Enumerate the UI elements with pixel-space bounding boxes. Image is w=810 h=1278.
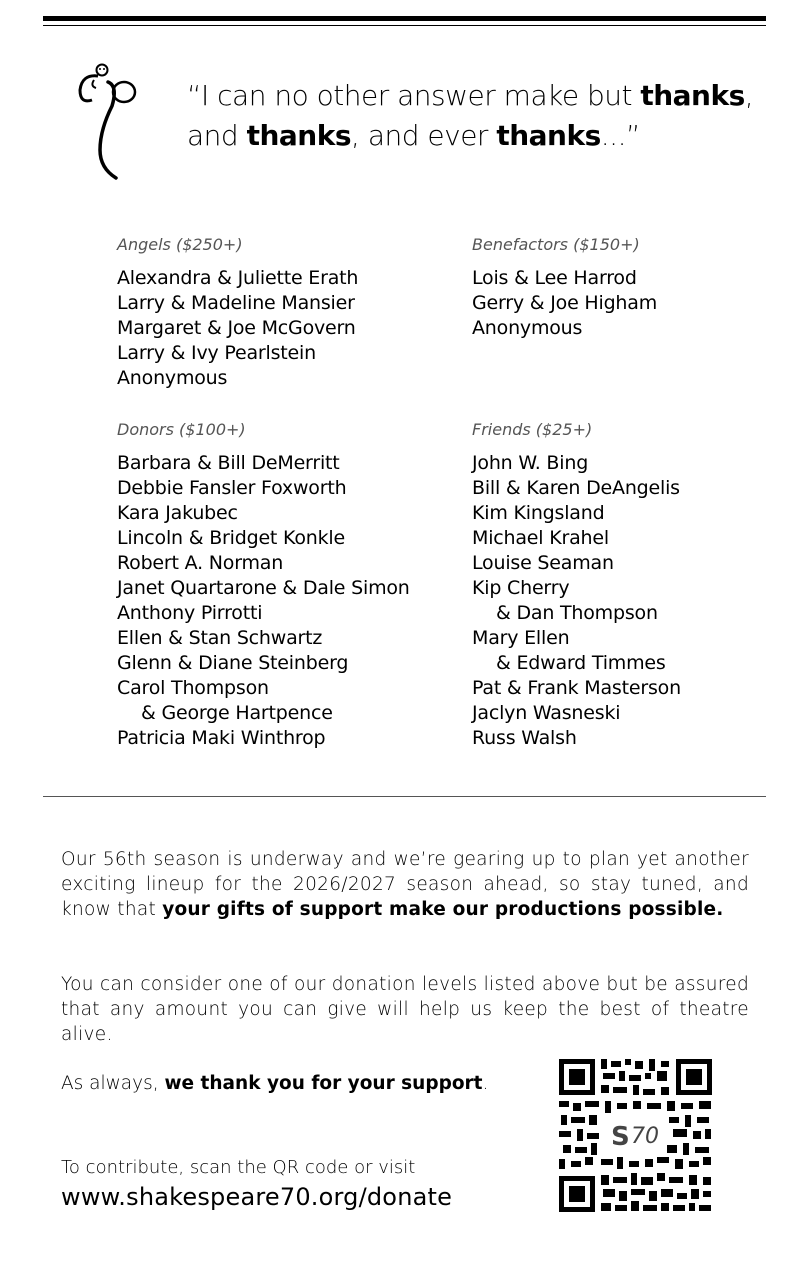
donor-name: Kim Kingsland (472, 502, 605, 524)
donation-paragraph: You can consider one of our donation levels listed above but be assured that any amount you can give will help us keep the best of theatre alive. (61, 974, 749, 1045)
donate-link[interactable]: www.shakespeare70.org/donate (61, 1183, 453, 1211)
qr-label-num: 70 (631, 1124, 659, 1149)
donor-name: Pat & Frank Masterson (472, 677, 681, 699)
donor-name: Mary Ellen (472, 627, 570, 649)
donor-name: & Dan Thompson (496, 602, 658, 624)
donor-name: Lois & Lee Harrod (472, 267, 637, 289)
tier-friends (472, 420, 802, 751)
tier-angels (117, 235, 447, 391)
donor-name: Anonymous (117, 367, 228, 389)
donor-name: Jaclyn Wasneski (472, 702, 621, 724)
donor-name: Ellen & Stan Schwartz (117, 627, 323, 649)
tier-label: Benefactors ($150+) (472, 235, 640, 254)
donor-name: Glenn & Diane Steinberg (117, 652, 349, 674)
donor-name: Debbie Fansler Foxworth (117, 477, 347, 499)
donor-name: Carol Thompson (117, 677, 269, 699)
donor-name: Alexandra & Juliette Erath (117, 267, 359, 289)
donor-name: Barbara & Bill DeMerritt (117, 452, 340, 474)
tier-label: Angels ($250+) (117, 235, 243, 254)
donor-name: Kip Cherry (472, 577, 570, 599)
donor-name: Robert A. Norman (117, 552, 284, 574)
donor-name: Russ Walsh (472, 727, 577, 749)
donor-name: Lincoln & Bridget Konkle (117, 527, 345, 549)
donor-name: Janet Quartarone & Dale Simon (117, 577, 410, 599)
qr-label-s: S (611, 1122, 630, 1152)
tier-donors (117, 420, 447, 751)
donor-name: Louise Seaman (472, 552, 614, 574)
donor-name: Michael Krahel (472, 527, 609, 549)
top-rule-thin (43, 25, 766, 26)
tier-label: Donors ($100+) (117, 420, 246, 439)
donor-name: Anonymous (472, 317, 583, 339)
section-divider (43, 796, 766, 797)
tier-benefactors (472, 235, 802, 341)
qr-code-icon[interactable] (557, 1057, 714, 1214)
top-rule (43, 16, 766, 21)
donor-name: John W. Bing (472, 452, 589, 474)
thanks-line: As always, we thank you for your support. (61, 1073, 489, 1094)
donor-name: & George Hartpence (141, 702, 333, 724)
donor-name: Gerry & Joe Higham (472, 292, 658, 314)
donor-name: Anthony Pirrotti (117, 602, 263, 624)
donor-name: & Edward Timmes (496, 652, 666, 674)
thanks-quote: “I can no other answer make but thanks, and thanks, and ever thanks...” (187, 79, 754, 152)
shakespeare-logo-icon (72, 60, 144, 182)
donor-name: Kara Jakubec (117, 502, 238, 524)
donor-name: Margaret & Joe McGovern (117, 317, 356, 339)
donor-name: Larry & Ivy Pearlstein (117, 342, 316, 364)
donor-name: Patricia Maki Winthrop (117, 727, 326, 749)
tier-label: Friends ($25+) (472, 420, 593, 439)
donor-name: Bill & Karen DeAngelis (472, 477, 680, 499)
contribute-text: To contribute, scan the QR code or visit (61, 1157, 416, 1178)
donor-name: Larry & Madeline Mansier (117, 292, 355, 314)
season-paragraph: Our 56th season is underway and we’re gearing up to plan yet another exciting lineup for the 2026/2027 season ahead, so stay tuned, and know that your gifts of support make our productions possible. (61, 849, 749, 920)
